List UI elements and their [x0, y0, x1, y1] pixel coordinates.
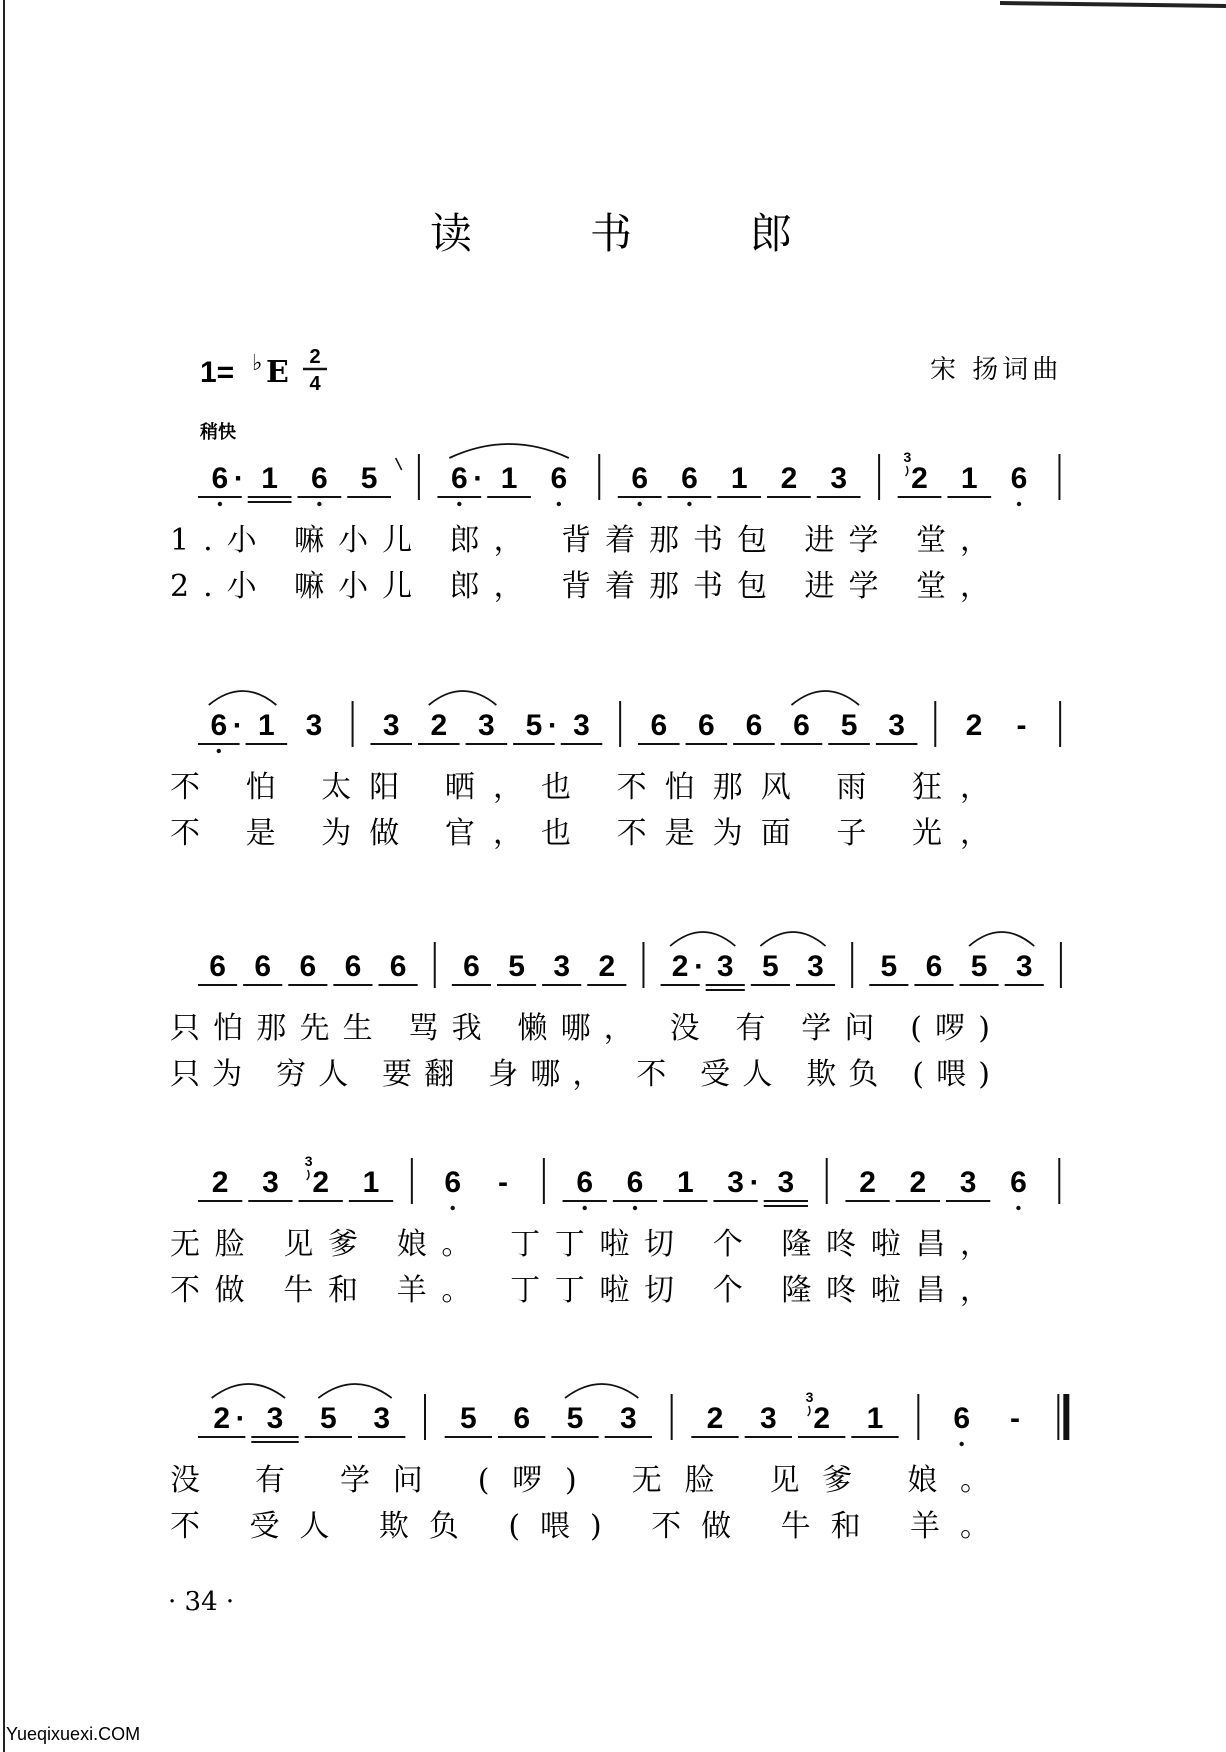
note: 1	[362, 1166, 380, 1199]
note: 6	[626, 1166, 644, 1199]
lyric-verse-2: 不 是 为做 官，也 不是为面 子 光，	[170, 816, 990, 851]
note: 6	[745, 709, 763, 742]
note: 3	[305, 709, 323, 742]
lyric-verse-2: 2.小 嘛小儿 郎， 背着那书包 进学 堂，	[170, 569, 990, 604]
low-octave-dot	[637, 502, 641, 506]
composer-credit: 宋 扬词曲	[930, 355, 1063, 385]
note: 5	[840, 709, 858, 742]
grace-note: 3	[304, 1153, 313, 1169]
note: 2	[909, 1166, 927, 1199]
low-octave-dot	[633, 1206, 637, 1210]
note: 1	[258, 709, 275, 742]
note: 6	[450, 462, 468, 495]
note: 2	[598, 950, 616, 983]
note: 5	[762, 950, 779, 983]
key-prefix: 1=	[200, 356, 235, 389]
low-octave-dot	[1016, 1206, 1020, 1210]
note: 5	[360, 462, 378, 495]
low-octave-dot	[959, 1442, 963, 1446]
low-octave-dot	[557, 502, 561, 506]
note: 5	[508, 950, 525, 983]
augmentation-dot: ·	[749, 1166, 760, 1199]
note: 6	[793, 709, 810, 742]
note: 1	[866, 1402, 884, 1435]
note: 1	[500, 462, 518, 495]
note: 3	[266, 1402, 284, 1435]
low-octave-dot	[687, 502, 691, 506]
note: 6	[925, 950, 943, 983]
lyric-verse-1: 只怕那先生 骂我 懒哪， 没 有 学问 (啰)	[170, 1011, 991, 1046]
note: 5	[525, 709, 543, 742]
note: 6	[299, 950, 317, 983]
note: 2	[213, 1402, 231, 1435]
song-title: 读书郎	[430, 209, 911, 258]
note: 1	[261, 462, 278, 495]
note: 2	[859, 1166, 876, 1199]
lyric-verse-1: 没 有 学问 (啰) 无脸 见爹 娘。	[170, 1463, 991, 1498]
dash-extension: -	[1010, 1402, 1020, 1435]
note: 3	[777, 1166, 795, 1199]
augmentation-dot: ·	[694, 950, 705, 983]
augmentation-dot: ·	[235, 1402, 246, 1435]
note: 6	[210, 709, 228, 742]
augmentation-dot: ·	[233, 462, 244, 495]
note: 1	[676, 1166, 694, 1199]
note: 2	[671, 950, 689, 983]
note: 5	[459, 1402, 477, 1435]
note: 3	[382, 709, 400, 742]
lyric-verse-1: 无脸 见爹 娘。 丁丁啦切 个 隆咚啦昌，	[170, 1227, 990, 1262]
note: 1	[730, 462, 748, 495]
note: 6	[211, 462, 229, 495]
low-octave-dot	[451, 1206, 455, 1210]
note: 2	[430, 709, 448, 742]
low-octave-dot	[317, 502, 321, 506]
note: 3	[888, 709, 905, 742]
lyric-verse-1: 不 怕 太阳 晒，也 不怕那风 雨 狂，	[170, 770, 990, 805]
note: 6	[1010, 1166, 1027, 1199]
page-number: · 34 ·	[168, 1587, 235, 1617]
note: 2	[780, 462, 798, 495]
note: 1	[960, 462, 978, 495]
watermark-footer: Yueqixuexi.COM	[6, 1724, 141, 1744]
note: 2	[211, 1166, 229, 1199]
flat-sign: ♭	[252, 351, 263, 376]
note: 6	[550, 462, 568, 495]
note: 2	[312, 1166, 330, 1199]
note: 2	[911, 462, 928, 495]
time-sig-top: 2	[309, 346, 321, 368]
augmentation-dot: ·	[232, 709, 243, 742]
note: 5	[566, 1402, 584, 1435]
note: 6	[389, 950, 407, 983]
note: 6	[631, 462, 649, 495]
note: 6	[953, 1402, 971, 1435]
note: 5	[319, 1402, 337, 1435]
note: 3	[262, 1166, 279, 1199]
low-octave-dot	[457, 502, 461, 506]
note: 5	[880, 950, 898, 983]
note: 6	[650, 709, 668, 742]
low-octave-dot	[218, 502, 222, 506]
note: 3	[573, 709, 590, 742]
note: 3	[727, 1166, 744, 1199]
augmentation-dot: ·	[547, 709, 558, 742]
note: 3	[759, 1402, 777, 1435]
note: 6	[311, 462, 328, 495]
note: 3	[619, 1402, 637, 1435]
note: 5	[970, 950, 988, 983]
note: 2	[965, 709, 983, 742]
note: 6	[463, 950, 480, 983]
note: 6	[254, 950, 272, 983]
note: 3	[807, 950, 824, 983]
note: 6	[681, 462, 698, 495]
lyric-verse-2: 不 受人 欺负 (喂) 不做 牛和 羊。	[170, 1509, 990, 1544]
note: 3	[830, 462, 848, 495]
note: 6	[444, 1166, 462, 1199]
note: 3	[553, 950, 571, 983]
lyric-verse-1: 1.小 嘛小儿 郎， 背着那书包 进学 堂，	[170, 523, 990, 558]
note: 6	[344, 950, 362, 983]
augmentation-dot: ·	[473, 462, 484, 495]
note: 6	[209, 950, 226, 983]
lyric-verse-2: 只为 穷人 要翻 身哪， 不 受人 欺负 (喂)	[170, 1057, 990, 1092]
low-octave-dot	[217, 749, 221, 753]
note: 3	[478, 709, 495, 742]
note: 3	[1015, 950, 1033, 983]
grace-note: 3	[805, 1389, 814, 1405]
grace-note: 3	[903, 449, 912, 465]
dash-extension: -	[498, 1166, 508, 1199]
dash-extension: -	[1016, 709, 1027, 742]
note: 6	[513, 1402, 531, 1435]
tempo-marking: 稍快	[200, 422, 236, 443]
note: 2	[813, 1402, 831, 1435]
note: 6	[576, 1166, 594, 1199]
note: 3	[373, 1402, 391, 1435]
key-letter: E	[266, 355, 289, 390]
note: 3	[716, 950, 734, 983]
note: 6	[1010, 462, 1028, 495]
note: 2	[706, 1402, 724, 1435]
time-sig-bottom: 4	[309, 373, 321, 395]
note: 6	[698, 709, 715, 742]
lyric-verse-2: 不做 牛和 羊。 丁丁啦切 个 隆咚啦昌，	[170, 1273, 990, 1308]
low-octave-dot	[1017, 502, 1021, 506]
note: 3	[959, 1166, 977, 1199]
low-octave-dot	[583, 1206, 587, 1210]
